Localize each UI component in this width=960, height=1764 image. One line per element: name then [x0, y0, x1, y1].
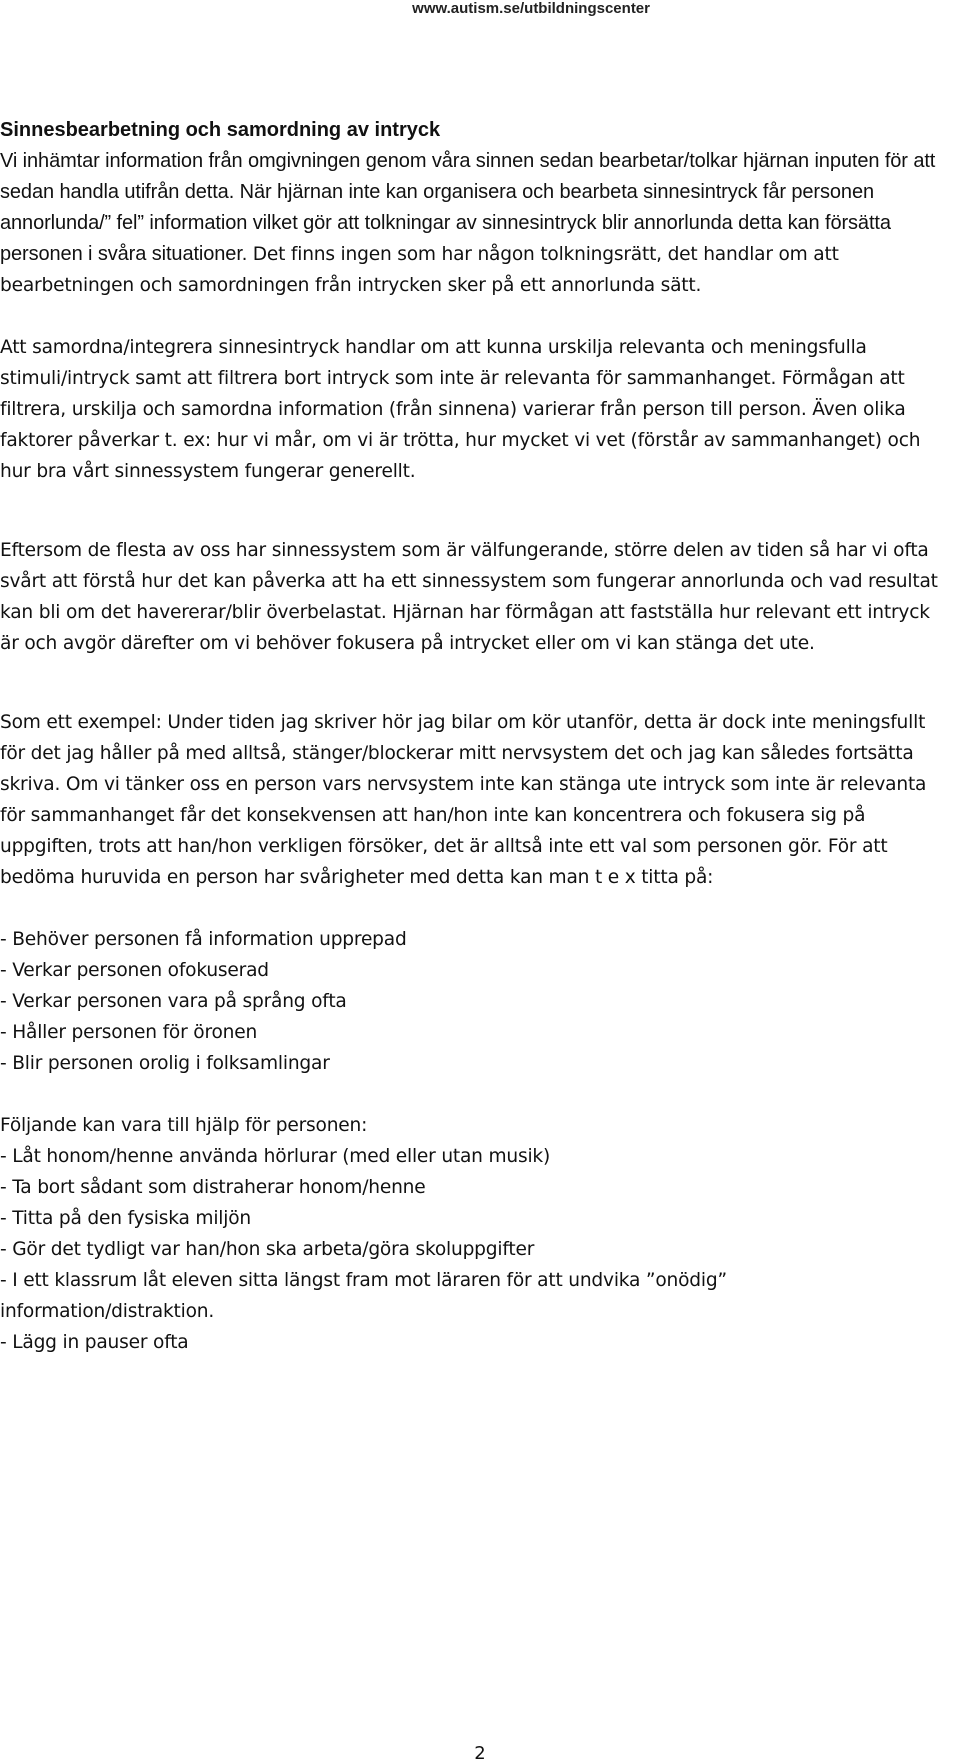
- page-number: 2: [474, 1743, 486, 1764]
- list-item: - Håller personen för öronen: [0, 1022, 258, 1043]
- list-item: - Verkar personen vara på språng ofta: [0, 991, 347, 1012]
- section-title: Sinnesbearbetning och samordning av intryck: [0, 119, 441, 141]
- list-item: - Lägg in pauser ofta: [0, 1332, 189, 1353]
- document-body: [0, 115, 945, 1358]
- list-item: - Titta på den fysiska miljön: [0, 1208, 251, 1229]
- list-item: - Blir personen orolig i folksamlingar: [0, 1053, 330, 1074]
- list-item: - Låt honom/henne använda hörlurar (med eller utan musik): [0, 1146, 551, 1167]
- header-url: www.autism.se/utbildningscenter: [412, 0, 650, 17]
- list-item: - I ett klassrum låt eleven sitta längst fram mot läraren för att undvika ”onödig” information/distraktion.: [0, 1270, 727, 1322]
- help-list: [0, 1141, 945, 1358]
- paragraph-intro-part1: Vi inhämtar information från omgivningen genom våra sinnen sedan bearbetar/tolkar hjärnan inputen för att sedan handla utifrån detta. När hjärnan inte kan organisera och bearbeta sinnesintryck får personen annorlunda/” fel” information vilket gör att tolkningar av sinnesintryck blir annorlunda detta kan försätta personen i svåra situationer.: [0, 150, 936, 265]
- list-item: - Ta bort sådant som distraherar honom/henne: [0, 1177, 426, 1198]
- paragraph-example: Som ett exempel: Under tiden jag skriver hör jag bilar om kör utanför, detta är dock inte meningsfullt för det jag håller på med alltså, stänger/blockerar mitt nervsystem det och jag kan således fortsätta skriva. Om vi tänker oss en person vars nervsystem inte kan stänga ute intryck som inte är relevanta för sammanhanget får det konsekvensen att han/hon inte kan koncentrera och fokusera sig på uppgiften, trots att han/hon verkligen försöker, det är alltså inte ett val som personen gör. För att bedöma huruvida en person har svårigheter med detta kan man t e x titta på:: [0, 712, 927, 888]
- help-intro: Följande kan vara till hjälp för personen:: [0, 1115, 368, 1136]
- paragraph-intro: [0, 146, 945, 301]
- paragraph-sensory-system: Eftersom de flesta av oss har sinnessystem som är välfungerande, större delen av tiden så har vi ofta svårt att förstå hur det kan påverka att ha ett sinnessystem som fungerar annorlunda och vad resultat kan bli om det havererar/blir överbelastat. Hjärnan har förmågan att fastställa hur relevant ett intryck är och avgör därefter om vi behöver fokusera på intrycket eller om vi kan stänga det ute.: [0, 540, 938, 654]
- paragraph-intro-part2: Det finns ingen som har någon tolkningsrätt, det handlar om att bearbetningen och samordningen från intrycken sker på ett annorlunda sätt.: [0, 244, 839, 296]
- signs-list: [0, 924, 945, 1079]
- list-item: - Behöver personen få information upprepad: [0, 929, 407, 950]
- list-item: - Verkar personen ofokuserad: [0, 960, 269, 981]
- paragraph-integration: Att samordna/integrera sinnesintryck handlar om att kunna urskilja relevanta och meningsfulla stimuli/intryck samt att filtrera bort intryck som inte är relevanta för sammanhanget. Förmågan att filtrera, urskilja och samordna information (från sinnena) varierar från person till person. Även olika faktorer påverkar t. ex: hur vi mår, om vi är trötta, hur mycket vi vet (förstår av sammanhanget) och hur bra vårt sinnessystem fungerar generellt.: [0, 337, 921, 482]
- list-item: - Gör det tydligt var han/hon ska arbeta/göra skoluppgifter: [0, 1239, 535, 1260]
